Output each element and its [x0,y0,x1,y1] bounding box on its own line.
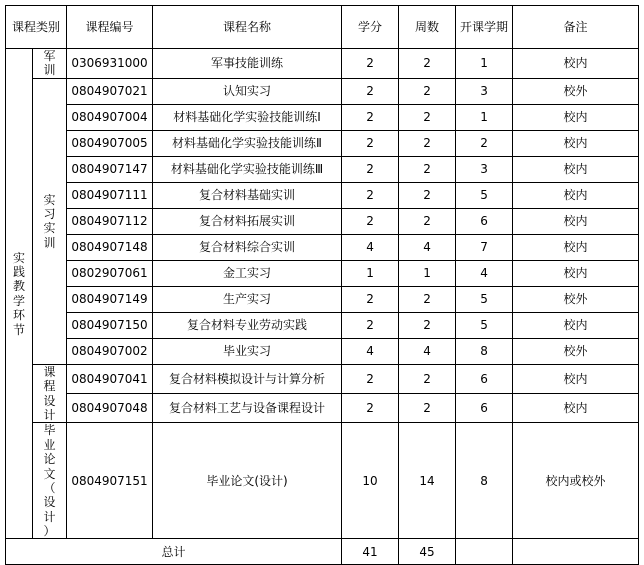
course-credits: 4 [342,234,399,260]
course-weeks: 2 [399,182,456,208]
curriculum-table [5,5,639,565]
course-code: 0804907021 [67,78,153,104]
course-name: 金工实习 [153,260,342,286]
course-name: 材料基础化学实验技能训练Ⅱ [153,130,342,156]
course-name: 复合材料拓展实训 [153,208,342,234]
course-code: 0804907002 [67,338,153,364]
course-credits: 2 [342,156,399,182]
course-remarks: 校内 [513,104,639,130]
course-credits: 2 [342,182,399,208]
table-row [6,260,639,286]
group-military: 军 训 [33,49,67,79]
course-term: 1 [456,104,513,130]
course-remarks: 校内 [513,182,639,208]
table-row [6,78,639,104]
course-remarks: 校内 [513,312,639,338]
course-credits: 2 [342,49,399,79]
course-term: 3 [456,78,513,104]
course-name: 材料基础化学实验技能训练Ⅰ [153,104,342,130]
course-code: 0804907150 [67,312,153,338]
course-term: 3 [456,156,513,182]
header-code: 课程编号 [67,6,153,49]
total-term-empty [456,539,513,565]
course-code: 0804907148 [67,234,153,260]
course-code: 0804907048 [67,394,153,423]
course-term: 2 [456,130,513,156]
header-row [6,6,639,49]
table-row [6,394,639,423]
course-term: 7 [456,234,513,260]
course-remarks: 校内 [513,394,639,423]
course-weeks: 2 [399,286,456,312]
course-code: 0306931000 [67,49,153,79]
course-credits: 2 [342,394,399,423]
course-name: 认知实习 [153,78,342,104]
total-row [6,539,639,565]
course-credits: 2 [342,78,399,104]
course-credits: 2 [342,364,399,393]
course-term: 1 [456,49,513,79]
course-remarks: 校内 [513,208,639,234]
course-code: 0804907151 [67,423,153,539]
course-credits: 4 [342,338,399,364]
table-row [6,182,639,208]
total-label: 总计 [6,539,342,565]
course-credits: 10 [342,423,399,539]
course-name: 材料基础化学实验技能训练Ⅲ [153,156,342,182]
course-credits: 2 [342,130,399,156]
course-weeks: 1 [399,260,456,286]
course-term: 4 [456,260,513,286]
course-code: 0804907111 [67,182,153,208]
header-name: 课程名称 [153,6,342,49]
section-label: 实 践 教 学 环 节 [6,49,33,539]
course-term: 8 [456,338,513,364]
course-credits: 2 [342,312,399,338]
course-code: 0804907147 [67,156,153,182]
course-weeks: 2 [399,312,456,338]
total-remarks-empty [513,539,639,565]
course-code: 0802907061 [67,260,153,286]
group-practice: 实 习 实 训 [33,78,67,364]
course-name: 复合材料专业劳动实践 [153,312,342,338]
course-code: 0804907149 [67,286,153,312]
course-name: 复合材料工艺与设备课程设计 [153,394,342,423]
course-term: 5 [456,286,513,312]
course-code: 0804907041 [67,364,153,393]
course-credits: 2 [342,208,399,234]
course-remarks: 校内 [513,234,639,260]
course-weeks: 4 [399,234,456,260]
course-name: 生产实习 [153,286,342,312]
group-thesis: 毕 业 论 文 （ 设 计 ） [33,423,67,539]
course-remarks: 校内 [513,49,639,79]
table-row [6,364,639,393]
header-term: 开课学期 [456,6,513,49]
course-weeks: 2 [399,364,456,393]
course-remarks: 校内 [513,156,639,182]
course-name: 复合材料综合实训 [153,234,342,260]
course-term: 6 [456,208,513,234]
header-remarks: 备注 [513,6,639,49]
course-name: 毕业实习 [153,338,342,364]
table-row [6,130,639,156]
table-row [6,286,639,312]
course-weeks: 2 [399,130,456,156]
course-remarks: 校外 [513,78,639,104]
course-term: 6 [456,364,513,393]
course-name: 毕业论文(设计) [153,423,342,539]
course-name: 复合材料模拟设计与计算分析 [153,364,342,393]
course-term: 6 [456,394,513,423]
course-weeks: 2 [399,78,456,104]
header-category: 课程类别 [6,6,67,49]
course-weeks: 2 [399,156,456,182]
table-row [6,423,639,539]
course-code: 0804907005 [67,130,153,156]
total-credits: 41 [342,539,399,565]
course-credits: 2 [342,286,399,312]
course-credits: 2 [342,104,399,130]
table-row [6,49,639,79]
course-code: 0804907004 [67,104,153,130]
course-weeks: 2 [399,49,456,79]
course-weeks: 14 [399,423,456,539]
table-row [6,208,639,234]
table-row [6,104,639,130]
course-remarks: 校内或校外 [513,423,639,539]
course-remarks: 校内 [513,130,639,156]
course-term: 8 [456,423,513,539]
total-weeks: 45 [399,539,456,565]
course-name: 军事技能训练 [153,49,342,79]
course-weeks: 2 [399,104,456,130]
table-row [6,338,639,364]
course-name: 复合材料基础实训 [153,182,342,208]
course-remarks: 校内 [513,260,639,286]
course-weeks: 2 [399,394,456,423]
course-code: 0804907112 [67,208,153,234]
table-row [6,234,639,260]
table-row [6,312,639,338]
course-weeks: 2 [399,208,456,234]
group-design: 课 程 设 计 [33,364,67,423]
course-remarks: 校外 [513,286,639,312]
table-row [6,156,639,182]
course-term: 5 [456,312,513,338]
header-credits: 学分 [342,6,399,49]
header-weeks: 周数 [399,6,456,49]
course-term: 5 [456,182,513,208]
course-remarks: 校外 [513,338,639,364]
course-weeks: 4 [399,338,456,364]
course-credits: 1 [342,260,399,286]
course-remarks: 校内 [513,364,639,393]
